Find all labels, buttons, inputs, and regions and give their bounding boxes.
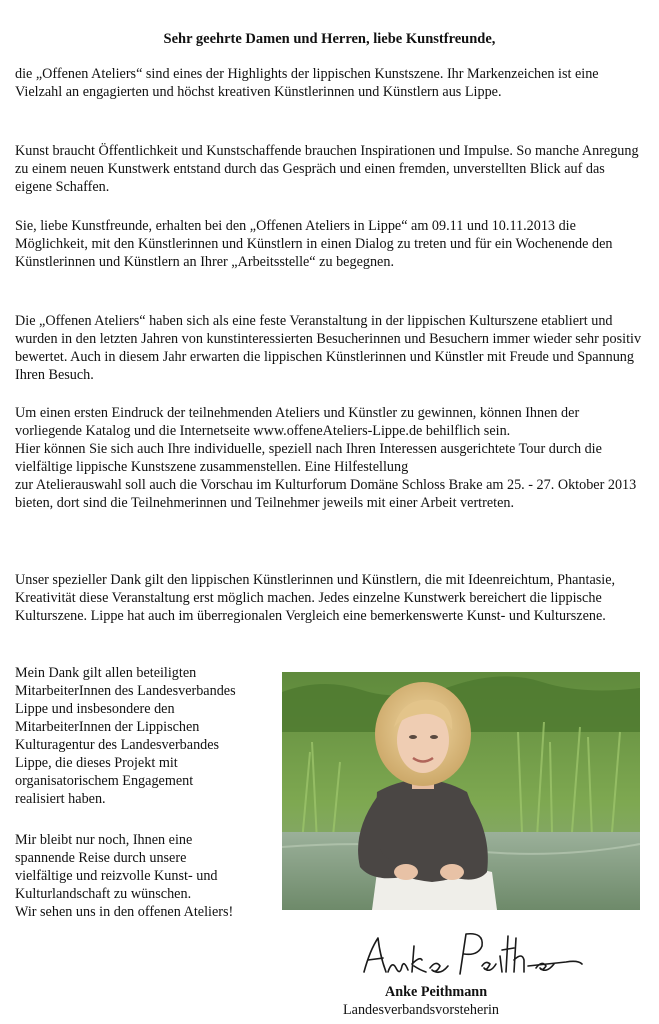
paragraph-catalog: Um einen ersten Eindruck der teilnehmenden Ateliers und Künstler zu gewinnen, können Ihnen der vorliegende Katalog und die Internetseite www.offeneAteliers-Lippe.de behilflich sein. Hier können Sie sich auch Ihre individuelle, speziell nach Ihren Interessen ausgerichtete Tour durch die vielfältige lippische Kunstszene zusammenstellen. Eine Hilfestellung zur Atelierauswahl soll auch die Vorschau im Kulturforum Domäne Schloss Brake am 25. - 27. Oktober 2013 bieten, dort sind die Teilnehmerinnen und Teilnehmer jeweils mit einer Arbeit vertreten. bbox=[15, 405, 637, 511]
paragraph-thanks-staff: Mein Dank gilt allen beteiligten MitarbeiterInnen des Landesverbandes Lippe und insbesondere den MitarbeiterInnen der Lippischen Kulturagentur des Landesverbandes Lippe, die dieses Projekt mit organisatorischem Engagement realisiert haben. bbox=[15, 665, 236, 807]
paragraph-inspiration: Kunst braucht Öffentlichkeit und Kunstschaffende brauchen Inspirationen und Impulse. So manche Anregung zu einem neuen Kunstwerk entstand durch das Gespräch und einen fremden, unverstellten Blick auf das eigene Schaffen. bbox=[15, 143, 639, 195]
signer-name: Anke Peithmann bbox=[385, 984, 488, 1000]
portrait-photo bbox=[282, 672, 640, 910]
paragraph-thanks-artists: Unser spezieller Dank gilt den lippischen Künstlerinnen und Künstlern, die mit Ideenreichtum, Phantasie, Kreativität diese Veranstaltung erst möglich machen. Jedes einzelne Kunstwerk bereichert die lippische Kulturszene. Lippe hat auch im überregionalen Vergleich eine bemerkenswerte Kunst- und Kulturszene. bbox=[15, 572, 616, 624]
greeting-heading: Sehr geehrte Damen und Herren, liebe Kunstfreunde, bbox=[163, 31, 496, 47]
handwritten-signature bbox=[356, 926, 586, 986]
paragraph-intro: die „Offenen Ateliers“ sind eines der Highlights der lippischen Kunstszene. Ihr Markenzeichen ist eine Vielzahl an engagierten und höchst kreativen Künstlerinnen und Künstlern aus Lippe. bbox=[15, 66, 599, 100]
paragraph-dates: Sie, liebe Kunstfreunde, erhalten bei den „Offenen Ateliers in Lippe“ am 09.11 und 10.11.2013 die Möglichkeit, mit den Künstlerinnen und Künstlern in einen Dialog zu treten und für ein Wochenende den Künstlerinnen und Künstlern an Ihrer „Arbeitsstelle“ zu begegnen. bbox=[15, 218, 613, 270]
portrait-photo-icon bbox=[282, 672, 640, 910]
paragraph-closing: Mir bleibt nur noch, Ihnen eine spannende Reise durch unsere vielfältige und reizvolle Kunst- und Kulturlandschaft zu wünschen. Wir sehen uns in den offenen Ateliers! bbox=[15, 832, 234, 920]
signer-title: Landesverbandsvorsteherin bbox=[343, 1002, 500, 1018]
paragraph-established: Die „Offenen Ateliers“ haben sich als eine feste Veranstaltung in der lippischen Kulturszene etabliert und wurden in den letzten Jahren von kunstinteressierten Besucherinnen und Besuchern immer wieder sehr positiv bewertet. Auch in diesem Jahr erwarten die lippischen Künstlerinnen und Künstler mit Freude und Spannung Ihren Besuch. bbox=[15, 313, 642, 383]
